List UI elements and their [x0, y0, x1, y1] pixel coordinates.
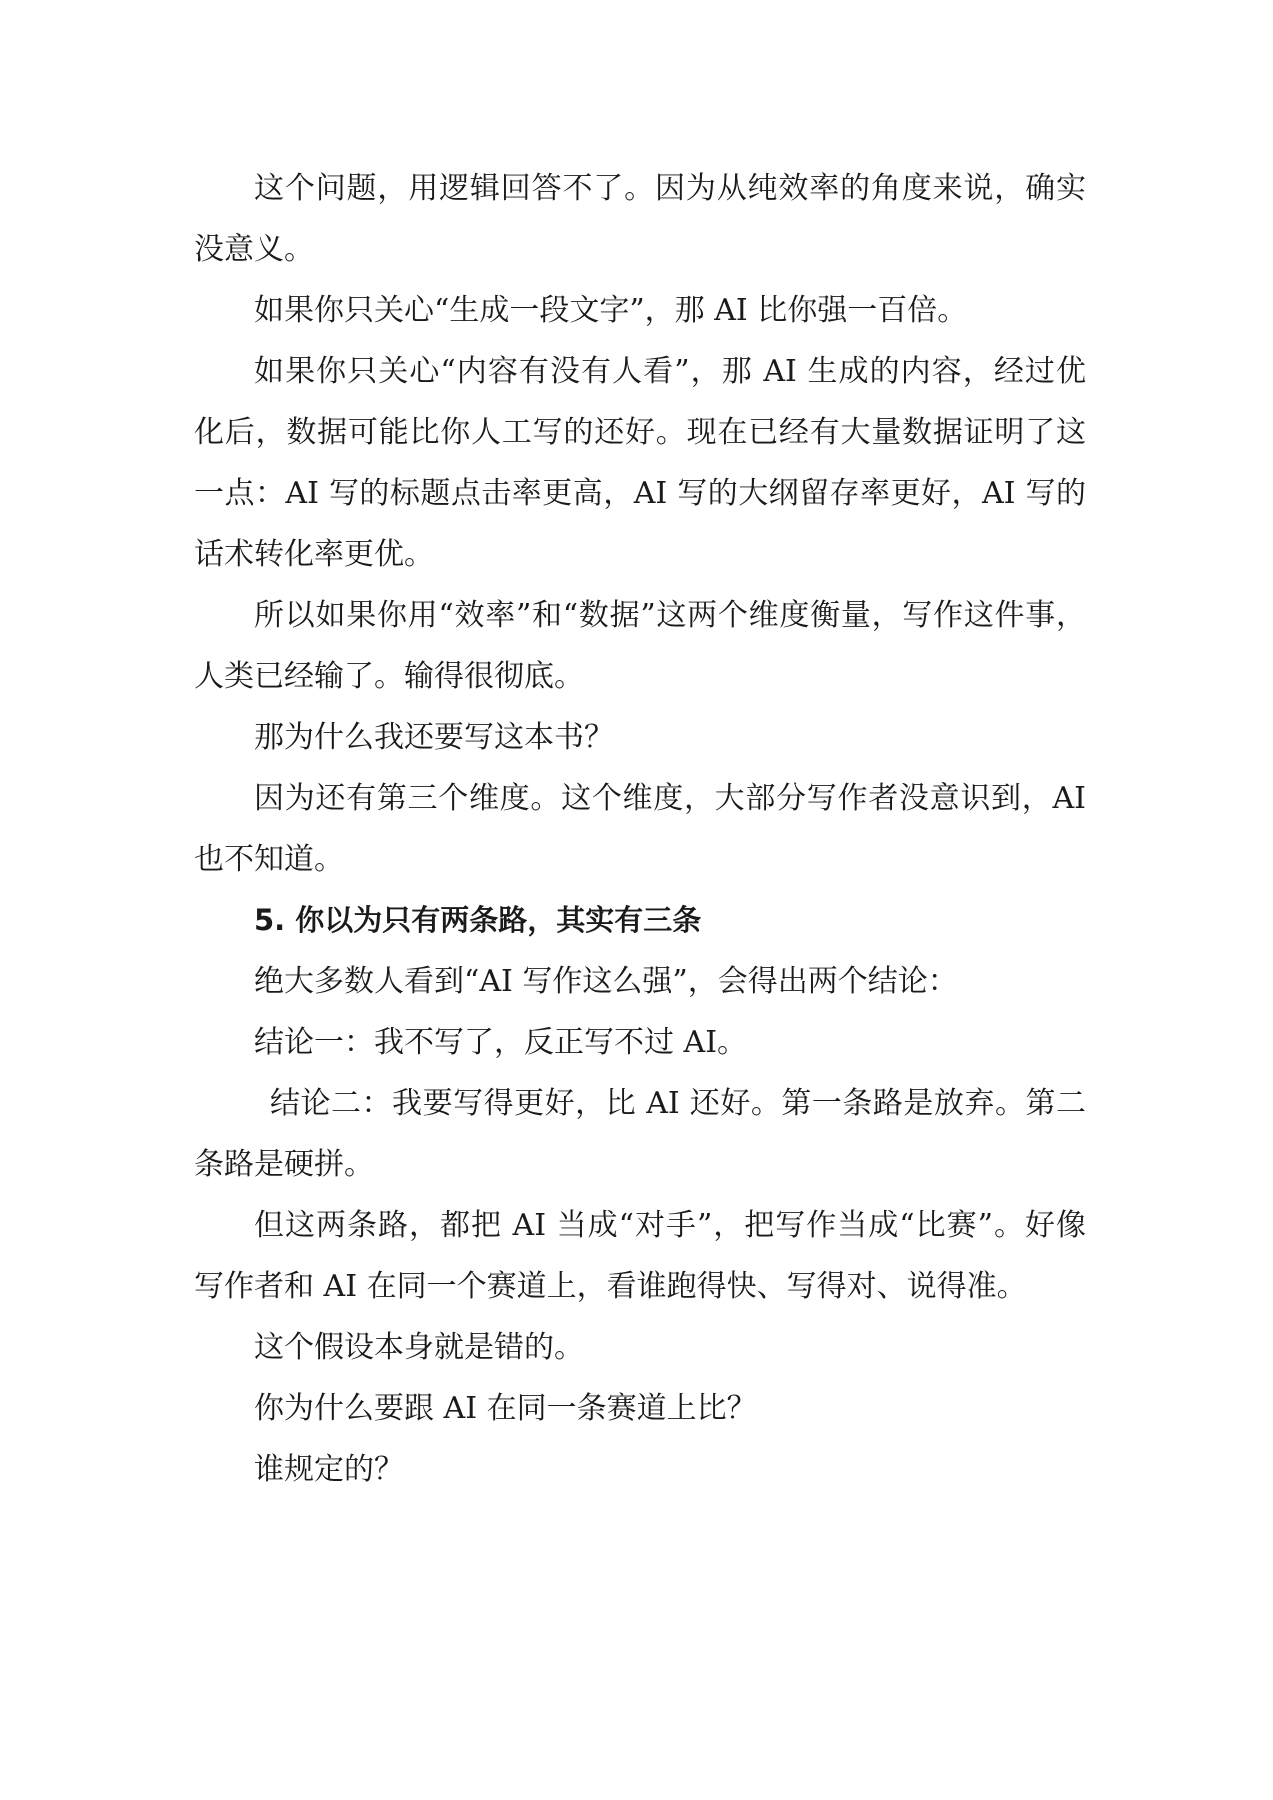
paragraph: 那为什么我还要写这本书？	[254, 720, 614, 755]
page-body	[194, 158, 1086, 1500]
paragraph: 如果你只关心“内容有没有人看”，那 AI 生成的内容，经过优化后，数据可能比你人工写的还好。现在已经有大量数据证明了这一点：AI 写的标题点击率更高，AI 写的大纲留存率更好，AI 写的话术转化率更优。	[194, 354, 1086, 572]
paragraph: 谁规定的？	[254, 1452, 404, 1487]
paragraph: 这个假设本身就是错的。	[254, 1330, 584, 1365]
paragraph: 因为还有第三个维度。这个维度，大部分写作者没意识到，AI 也不知道。	[194, 781, 1086, 877]
section-heading: 5. 你以为只有两条路，其实有三条	[254, 903, 702, 937]
paragraph: 结论二：我要写得更好，比 AI 还好。第一条路是放弃。第二条路是硬拼。	[194, 1086, 1086, 1182]
paragraph: 结论一：我不写了，反正写不过 AI。	[254, 1025, 748, 1060]
paragraph: 但这两条路，都把 AI 当成“对手”，把写作当成“比赛”。好像写作者和 AI 在同一个赛道上，看谁跑得快、写得对、说得准。	[194, 1208, 1086, 1304]
paragraph: 如果你只关心“生成一段文字”，那 AI 比你强一百倍。	[254, 293, 968, 328]
paragraph: 绝大多数人看到“AI 写作这么强”，会得出两个结论：	[254, 964, 958, 999]
paragraph: 这个问题，用逻辑回答不了。因为从纯效率的角度来说，确实没意义。	[194, 171, 1086, 267]
paragraph: 你为什么要跟 AI 在同一条赛道上比？	[254, 1391, 757, 1426]
paragraph: 所以如果你用“效率”和“数据”这两个维度衡量，写作这件事，人类已经输了。输得很彻底。	[194, 598, 1086, 694]
